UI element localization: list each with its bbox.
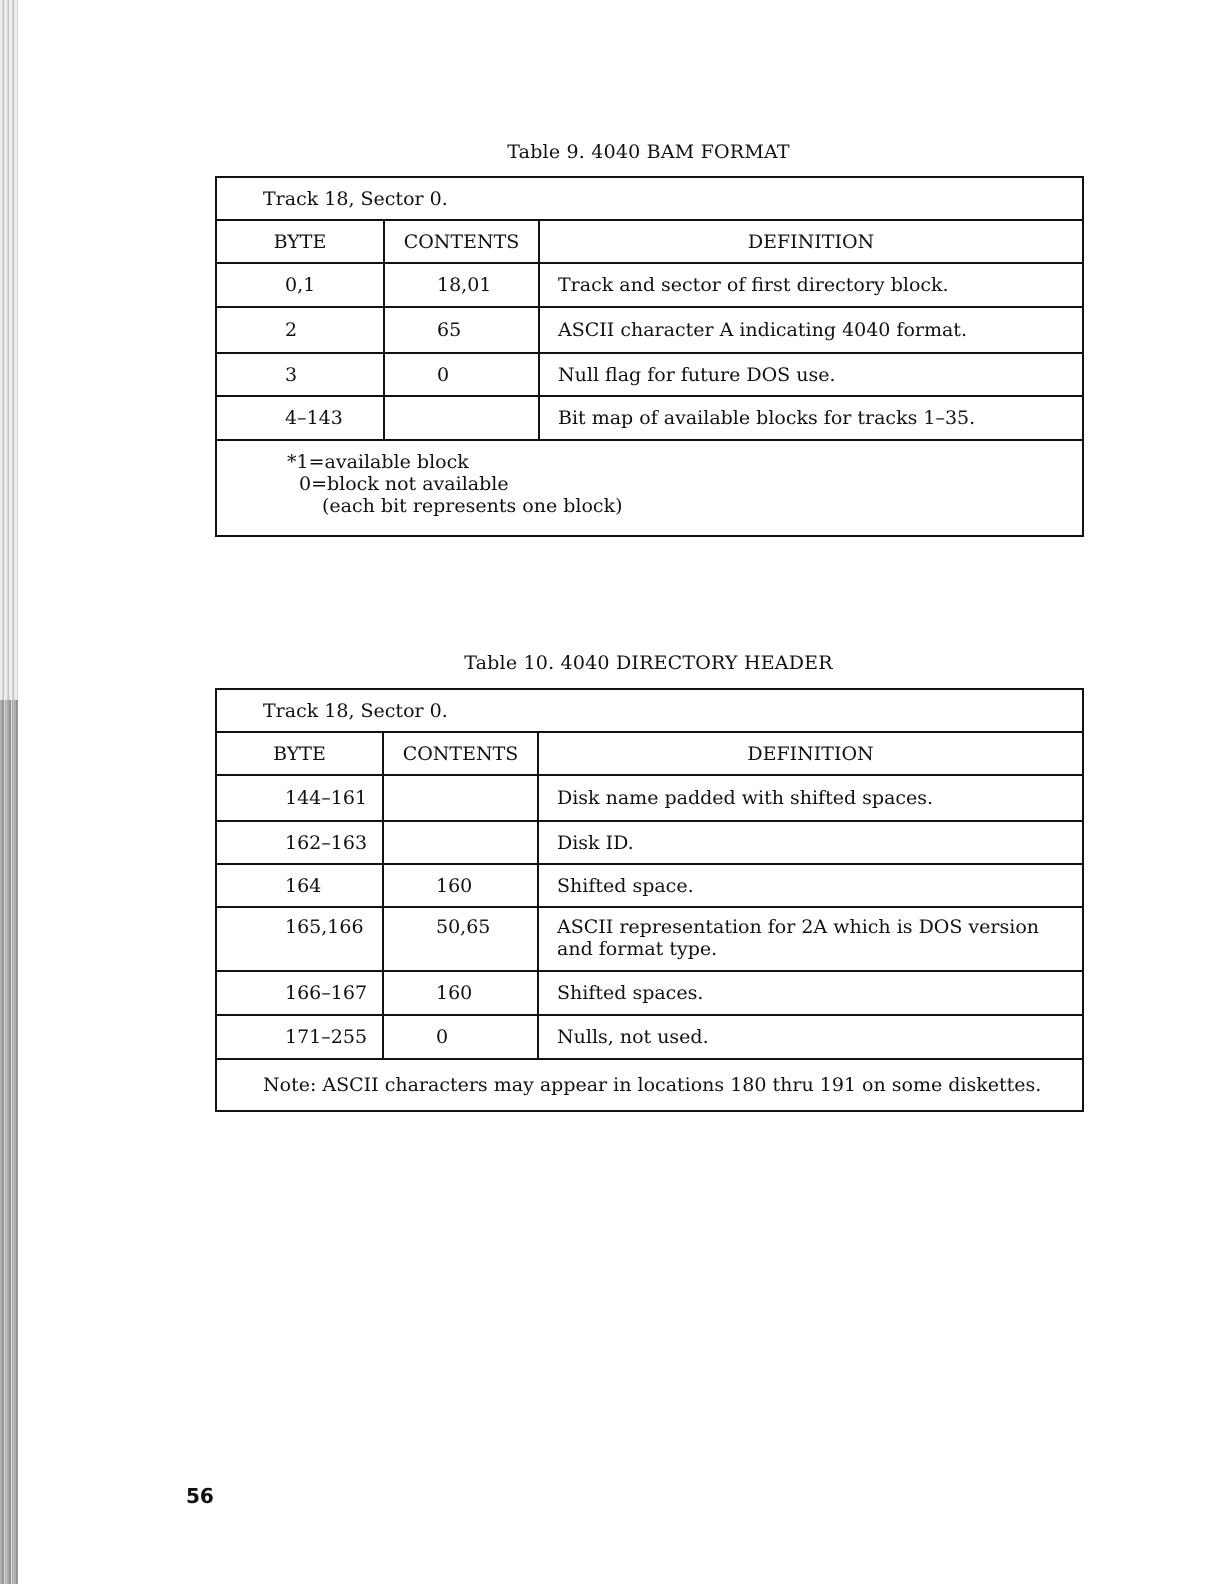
table-row — [216, 263, 1083, 307]
table9-track: Track 18, Sector 0. — [216, 177, 1083, 220]
table-row — [216, 971, 1083, 1015]
table10-track: Track 18, Sector 0. — [216, 689, 1083, 732]
byte-cell: 164 — [216, 864, 383, 907]
byte-cell: 165,166 — [216, 907, 383, 971]
contents-cell — [383, 821, 538, 864]
contents-cell — [383, 775, 538, 821]
page-number: 56 — [186, 1484, 214, 1508]
definition-cell: ASCII character A indicating 4040 format. — [539, 307, 1083, 353]
definition-cell: ASCII representation for 2A which is DOS version and format type. — [538, 907, 1083, 971]
table-row — [216, 353, 1083, 396]
table9-note — [216, 440, 1083, 536]
table9-caption: Table 9. 4040 BAM FORMAT — [507, 141, 790, 163]
table10-caption: Table 10. 4040 DIRECTORY HEADER — [464, 652, 833, 674]
table10-header-contents: CONTENTS — [383, 732, 538, 775]
contents-cell: 160 — [383, 971, 538, 1015]
table-row — [216, 775, 1083, 821]
table10-note: Note: ASCII characters may appear in locations 180 thru 191 on some diskettes. — [216, 1059, 1083, 1111]
table9-header-definition: DEFINITION — [539, 220, 1083, 263]
definition-cell: Shifted space. — [538, 864, 1083, 907]
byte-cell: 0,1 — [216, 263, 384, 307]
definition-cell: Disk name padded with shifted spaces. — [538, 775, 1083, 821]
contents-cell: 0 — [384, 353, 539, 396]
table9 — [215, 176, 1084, 537]
definition-cell: Null flag for future DOS use. — [539, 353, 1083, 396]
binding-edge-dark — [0, 700, 18, 1584]
contents-cell: 50,65 — [383, 907, 538, 971]
table10 — [215, 688, 1084, 1112]
contents-cell: 18,01 — [384, 263, 539, 307]
contents-cell: 160 — [383, 864, 538, 907]
byte-cell: 3 — [216, 353, 384, 396]
table-row — [216, 821, 1083, 864]
definition-cell: Disk ID. — [538, 821, 1083, 864]
byte-cell: 171–255 — [216, 1015, 383, 1059]
byte-cell: 166–167 — [216, 971, 383, 1015]
note-line: (each bit represents one block) — [322, 495, 623, 517]
definition-cell: Nulls, not used. — [538, 1015, 1083, 1059]
byte-cell: 2 — [216, 307, 384, 353]
definition-cell: Shifted spaces. — [538, 971, 1083, 1015]
byte-cell: 162–163 — [216, 821, 383, 864]
definition-cell: Track and sector of first directory block. — [539, 263, 1083, 307]
table-row — [216, 907, 1083, 971]
table-row — [216, 307, 1083, 353]
byte-cell: 144–161 — [216, 775, 383, 821]
contents-cell: 65 — [384, 307, 539, 353]
table9-header-byte: BYTE — [216, 220, 384, 263]
contents-cell — [384, 396, 539, 440]
table-row — [216, 1015, 1083, 1059]
table-row — [216, 396, 1083, 440]
table-row — [216, 864, 1083, 907]
table9-header-contents: CONTENTS — [384, 220, 539, 263]
contents-cell: 0 — [383, 1015, 538, 1059]
table10-header-byte: BYTE — [216, 732, 383, 775]
definition-cell: Bit map of available blocks for tracks 1–35. — [539, 396, 1083, 440]
byte-cell: 4–143 — [216, 396, 384, 440]
note-line: *1=available block — [287, 451, 469, 473]
note-line: 0=block not available — [299, 473, 509, 495]
table10-header-definition: DEFINITION — [538, 732, 1083, 775]
